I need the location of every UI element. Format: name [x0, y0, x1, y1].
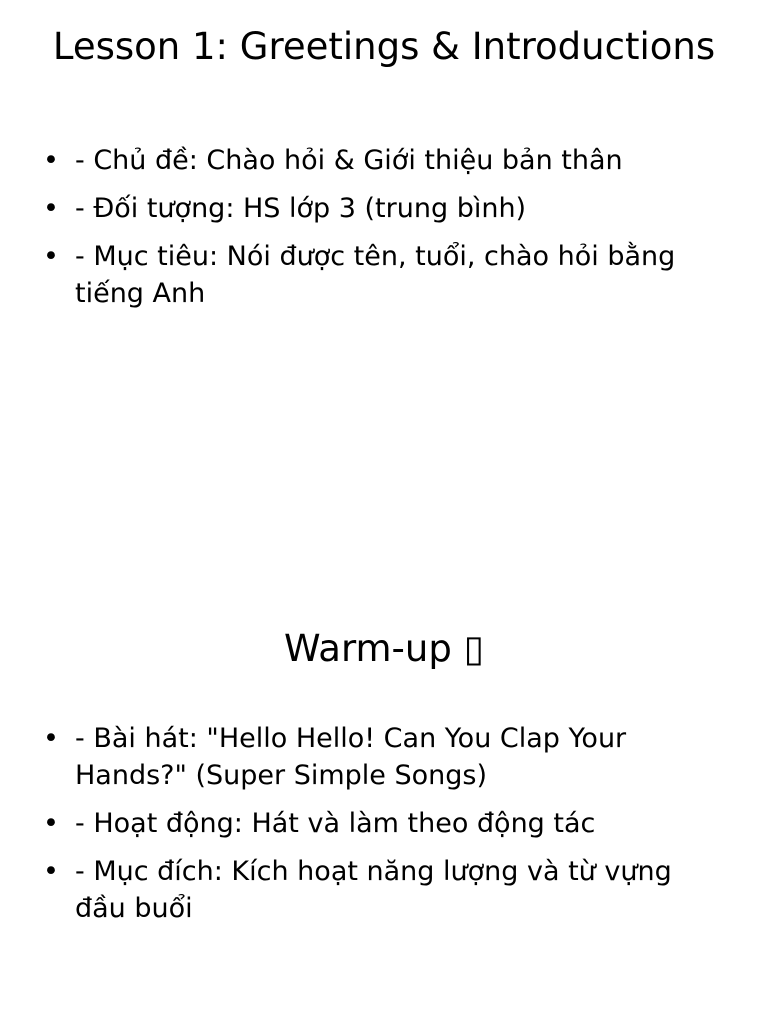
bullet-list: [40, 142, 708, 323]
bullet-text: - Hoạt động: Hát và làm theo động tác: [75, 808, 596, 839]
bullet-item-purpose: [40, 853, 708, 927]
bullet-item-activity: [40, 805, 708, 842]
bullet-dot: •: [43, 145, 59, 176]
bullet-item-song: [40, 720, 708, 794]
bullet-dot: •: [43, 723, 59, 754]
slide-warm-up: [0, 512, 768, 1024]
bullet-text: - Chủ đề: Chào hỏi & Giới thiệu bản thân: [75, 145, 623, 176]
bullet-item-objective: [40, 238, 708, 312]
bullet-item-topic: [40, 142, 708, 179]
slide-title: Lesson 1: Greetings & Introductions: [52, 25, 716, 68]
bullet-text: - Mục tiêu: Nói được tên, tuổi, chào hỏi bằng tiếng Anh: [75, 241, 676, 309]
bullet-item-audience: [40, 190, 708, 227]
bullet-dot: •: [43, 193, 59, 224]
bullet-text: - Bài hát: "Hello Hello! Can You Clap Your Hands?" (Super Simple Songs): [75, 723, 627, 791]
bullet-dot: •: [43, 241, 59, 272]
bullet-dot: •: [43, 808, 59, 839]
bullet-text: - Mục đích: Kích hoạt năng lượng và từ vựng đầu buổi: [75, 856, 672, 924]
bullet-dot: •: [43, 856, 59, 887]
slide-title: Warm-up ▯: [284, 627, 484, 670]
bullet-list: [40, 720, 708, 938]
bullet-text: - Đối tượng: HS lớp 3 (trung bình): [75, 193, 527, 224]
